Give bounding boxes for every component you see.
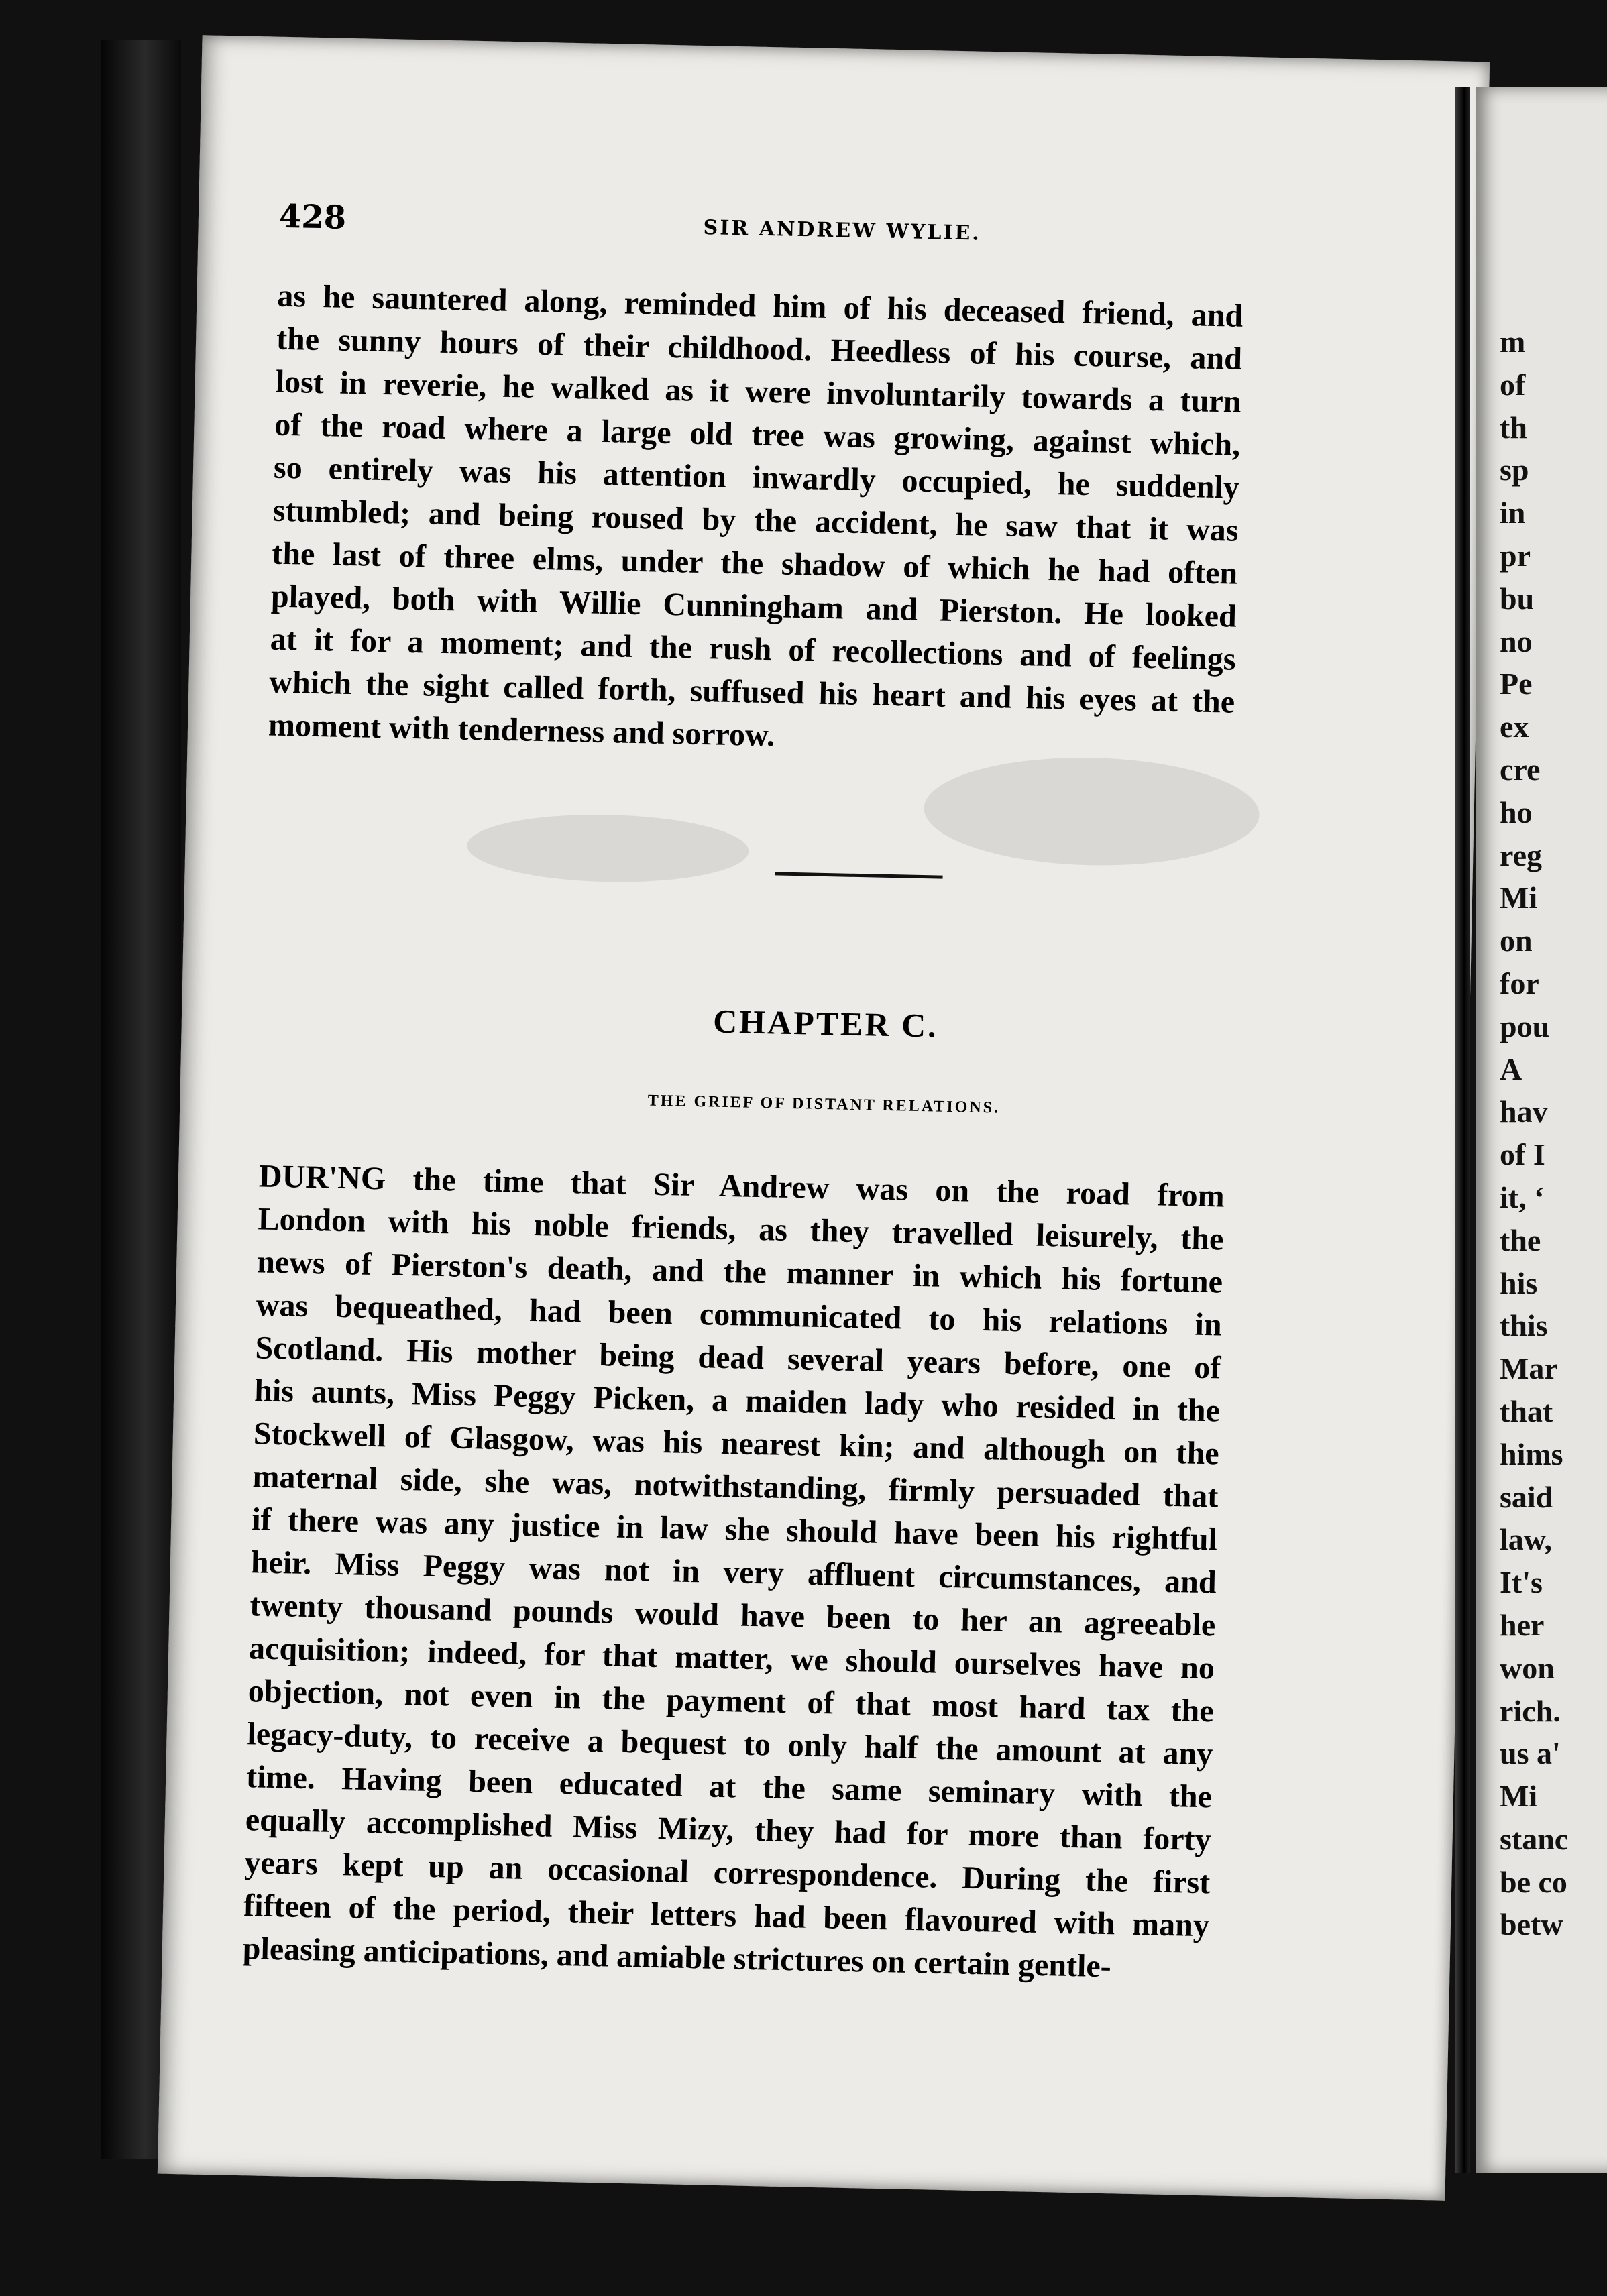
- text-line: A: [1500, 1051, 1522, 1086]
- text-line: in: [1500, 496, 1526, 530]
- text-line: it, ‘: [1500, 1180, 1545, 1214]
- text-line: London with his noble friends, as they travelled leisurely, the: [258, 1201, 1224, 1257]
- text-line: heir. Miss Peggy was not in very affluent circumstances, and: [250, 1544, 1217, 1601]
- text-line: played, both with Willie Cunningham and Pierston. He looked: [270, 578, 1237, 634]
- text-line: for: [1500, 966, 1539, 1000]
- section-rule: [775, 872, 943, 878]
- text-line: years kept up an occasional correspondence. During the first: [243, 1845, 1211, 1901]
- text-line: hav: [1500, 1094, 1548, 1129]
- text-line: said: [1500, 1479, 1553, 1514]
- text-line: Mi: [1500, 1779, 1538, 1814]
- running-head: SIR ANDREW WYLIE.: [703, 215, 982, 245]
- text-line: the last of three elms, under the shadow of which he had often: [271, 535, 1238, 591]
- text-line: no: [1500, 624, 1533, 658]
- text-line: so entirely was his attention inwardly occupied, he suddenly: [273, 449, 1240, 506]
- text-line: Mi: [1500, 880, 1538, 915]
- text-line: fifteen of the period, their letters had been flavoured with many: [243, 1888, 1210, 1944]
- ink-smudge: [466, 812, 749, 885]
- text-line: acquisition; indeed, for that matter, we should ourselves have no: [248, 1630, 1215, 1686]
- text-line: cre: [1500, 752, 1541, 787]
- text-line: time. Having been educated at the same seminary with the: [245, 1759, 1213, 1815]
- text-line: legacy-duty, to receive a bequest to only half the amount at any: [247, 1716, 1213, 1772]
- text-line: this: [1500, 1308, 1548, 1343]
- text-line: of the road where a large old tree was growing, against which,: [274, 406, 1241, 463]
- text-line: pou: [1500, 1009, 1550, 1043]
- text-line: us a': [1500, 1736, 1561, 1771]
- text-line: betw: [1500, 1907, 1563, 1942]
- text-line: her: [1500, 1607, 1545, 1642]
- page-number: 428: [278, 197, 347, 237]
- text-line: lost in reverie, he walked as it were involuntarily towards a turn: [275, 363, 1242, 420]
- text-line: ex: [1500, 709, 1529, 744]
- text-line: It's: [1500, 1565, 1543, 1600]
- page-gutter: [1455, 87, 1470, 2173]
- text-line: twenty thousand pounds would have been to her an agreeable: [250, 1587, 1216, 1644]
- top-paragraph: [268, 275, 1243, 767]
- text-line: law,: [1500, 1522, 1552, 1557]
- text-line: that: [1500, 1393, 1553, 1428]
- text-line: reg: [1500, 838, 1543, 872]
- text-line: news of Pierston's death, and the manner in which his fortune: [256, 1244, 1223, 1300]
- text-line: Mar: [1500, 1351, 1558, 1386]
- left-page: [158, 35, 1490, 2201]
- text-line: sp: [1500, 453, 1529, 487]
- ink-smudge: [923, 754, 1260, 868]
- text-line: stumbled; and being roused by the accident, he saw that it was: [272, 492, 1239, 549]
- text-line: if there was any justice in law she should have been his rightful: [251, 1501, 1218, 1558]
- text-line: as he sauntered along, reminded him of his deceased friend, and: [276, 278, 1243, 334]
- text-line: stanc: [1500, 1821, 1569, 1856]
- text-line: Pe: [1500, 667, 1533, 701]
- text-line: bu: [1500, 581, 1535, 616]
- text-line: rich.: [1500, 1693, 1561, 1728]
- chapter-paragraph: [242, 1155, 1225, 1990]
- text-line: th: [1500, 410, 1527, 445]
- text-line: m: [1500, 325, 1526, 359]
- text-line: DUR'NG the time that Sir Andrew was on the road from: [258, 1158, 1225, 1214]
- text-line: hims: [1500, 1436, 1563, 1471]
- text-line: won: [1500, 1650, 1555, 1685]
- text-line: ho: [1500, 795, 1533, 829]
- text-line: pleasing anticipations, and amiable strictures on certain gentle-: [242, 1931, 1112, 1985]
- text-line: which the sight called forth, suffused his heart and his eyes at the: [268, 664, 1235, 720]
- text-line: moment with tenderness and sorrow.: [268, 707, 775, 754]
- text-line: the: [1500, 1222, 1541, 1257]
- text-line: at it for a moment; and the rush of recollections and of feelings: [270, 621, 1237, 677]
- text-line: maternal side, she was, notwithstanding, firmly persuaded that: [252, 1458, 1219, 1515]
- page-header: [198, 196, 1486, 270]
- text-line: objection, not even in the payment of that most hard tax the: [247, 1673, 1215, 1729]
- chapter-title: CHAPTER C.: [712, 1002, 939, 1045]
- text-line: of I: [1500, 1137, 1545, 1172]
- chapter-subtitle: THE GRIEF OF DISTANT RELATIONS.: [647, 1092, 1001, 1117]
- text-line: pr: [1500, 538, 1531, 573]
- text-line: his: [1500, 1265, 1538, 1300]
- facing-page-text: [1500, 321, 1607, 1946]
- text-line: of: [1500, 367, 1526, 402]
- text-line: be co: [1500, 1864, 1567, 1899]
- text-line: was bequeathed, had been communicated to his relations in: [256, 1287, 1223, 1343]
- text-line: on: [1500, 923, 1533, 958]
- text-line: his aunts, Miss Peggy Picken, a maiden lady who resided in the: [254, 1373, 1221, 1429]
- text-line: the sunny hours of their childhood. Heedless of his course, and: [276, 321, 1243, 377]
- text-line: Stockwell of Glasgow, was his nearest kin; and although on the: [253, 1416, 1220, 1472]
- text-line: Scotland. His mother being dead several years before, one of: [255, 1330, 1221, 1386]
- text-line: equally accomplished Miss Mizy, they had for more than forty: [245, 1802, 1212, 1858]
